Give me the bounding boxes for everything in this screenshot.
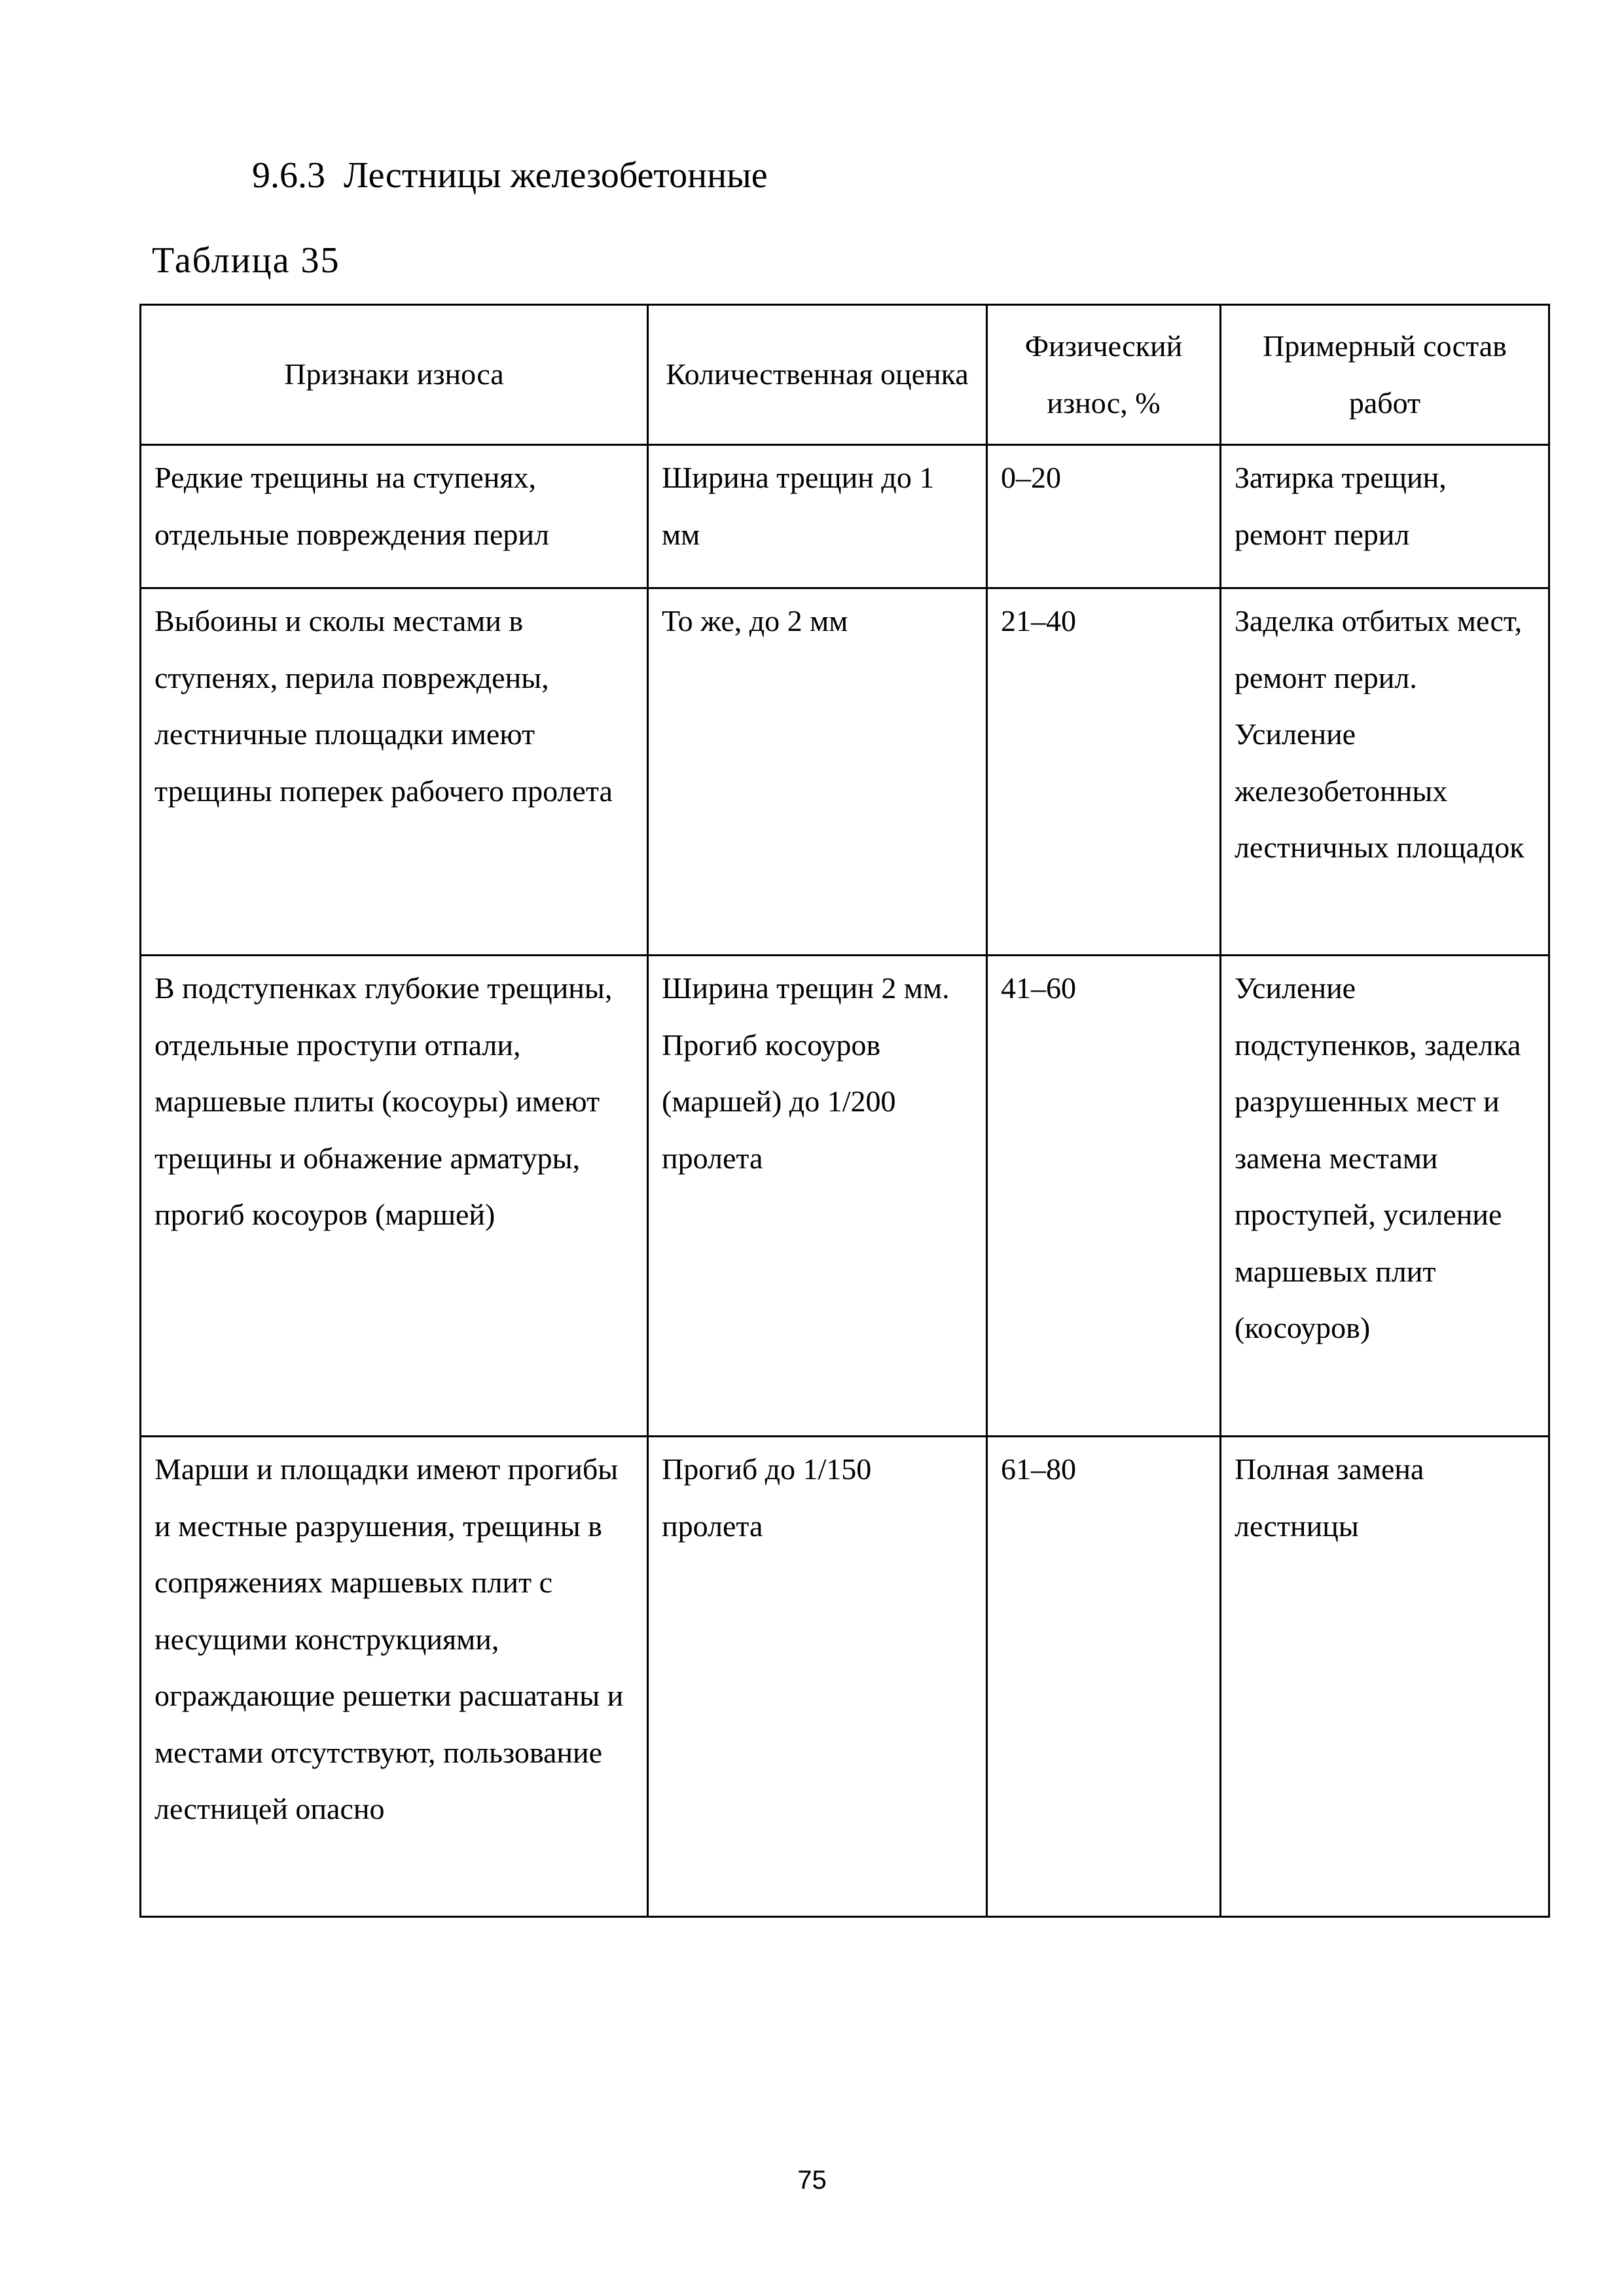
cell-wear-signs: В подступенках глубокие трещины, отдельные проступи отпали, маршевые плиты (косоуры) имеют трещины и обнажение арматуры, прогиб косоуров (маршей)	[141, 956, 648, 1437]
header-works-composition: Примерный состав работ	[1221, 305, 1549, 445]
cell-physical-wear: 41–60	[987, 956, 1221, 1437]
cell-works-composition: Затирка трещин, ремонт перил	[1221, 445, 1549, 588]
section-number: 9.6.3	[252, 155, 325, 196]
cell-works-composition: Усиление подступенков, заделка разрушенных мест и замена местами проступей, усиление маршевых плит (косоуров)	[1221, 956, 1549, 1437]
cell-quantitative-assessment: Прогиб до 1/150 пролета	[648, 1437, 987, 1917]
header-quantitative-assessment: Количественная оценка	[648, 305, 987, 445]
table-row	[141, 445, 1549, 588]
table-row	[141, 956, 1549, 1437]
cell-works-composition: Полная замена лестницы	[1221, 1437, 1549, 1917]
cell-wear-signs: Редкие трещины на ступенях, отдельные повреждения перил	[141, 445, 648, 588]
wear-assessment-table	[139, 304, 1550, 1918]
page-number: 75	[797, 2166, 827, 2195]
header-physical-wear: Физический износ, %	[987, 305, 1221, 445]
table-row	[141, 588, 1549, 956]
cell-quantitative-assessment: Ширина трещин 2 мм. Прогиб косоуров (маршей) до 1/200 пролета	[648, 956, 987, 1437]
section-title: Лестницы железобетонные	[344, 155, 768, 196]
cell-works-composition: Заделка отбитых мест, ремонт перил. Усиление железобетонных лестничных площадок	[1221, 588, 1549, 956]
cell-quantitative-assessment: То же, до 2 мм	[648, 588, 987, 956]
section-heading	[252, 152, 768, 199]
cell-wear-signs: Выбоины и сколы местами в ступенях, перила повреждены, лестничные площадки имеют трещины поперек рабочего пролета	[141, 588, 648, 956]
cell-wear-signs: Марши и площадки имеют прогибы и местные разрушения, трещины в сопряжениях маршевых плит с несущими конструкциями, ограждающие решетки расшатаны и местами отсутствуют, пользование лестницей опасно	[141, 1437, 648, 1917]
table-header-row	[141, 305, 1549, 445]
cell-physical-wear: 0–20	[987, 445, 1221, 588]
table-caption: Таблица 35	[152, 240, 340, 281]
cell-quantitative-assessment: Ширина трещин до 1 мм	[648, 445, 987, 588]
table-row	[141, 1437, 1549, 1917]
header-wear-signs: Признаки износа	[141, 305, 648, 445]
cell-physical-wear: 21–40	[987, 588, 1221, 956]
cell-physical-wear: 61–80	[987, 1437, 1221, 1917]
